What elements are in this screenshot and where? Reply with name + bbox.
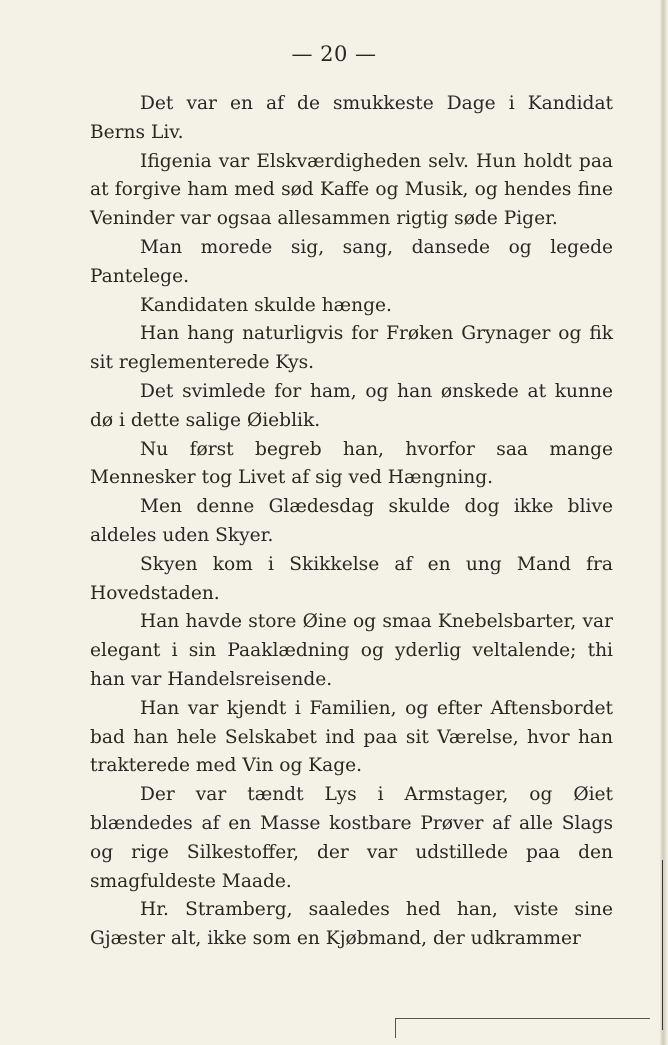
paragraph: Hr. Stramberg, saaledes hed han, viste sine Gjæster alt, ikke som en Kjøbmand, der udkrammer <box>90 899 613 950</box>
paragraph: Kandidaten skulde hænge. <box>140 294 392 316</box>
paragraph: Han var kjendt i Familien, og efter Aftensbordet bad han hele Selskabet ind paa sit Værelse, hvor han trakterede med Vin og Kage. <box>90 697 613 777</box>
paragraph: Men denne Glædesdag skulde dog ikke blive aldeles uden Skyer. <box>90 496 613 546</box>
bottom-rule <box>395 1018 650 1019</box>
bottom-rule-tick <box>395 1018 396 1038</box>
paragraph: Der var tændt Lys i Armstager, og Øiet blændedes af en Masse kostbare Prøver af alle Slags og rige Silkestoffer, der var udstillede paa den smagfuldeste Maade. <box>90 784 613 892</box>
page-edge-line <box>662 860 663 1030</box>
page-number: — 20 — <box>291 42 377 66</box>
paragraph: Nu først begreb han, hvorfor saa mange Mennesker tog Livet af sig ved Hængning. <box>90 438 613 489</box>
paragraph: Han havde store Øine og smaa Knebelsbarter, var elegant i sin Paaklædning og yderlig veltalende; thi han var Handelsreisende. <box>90 611 613 690</box>
body-text <box>90 90 613 954</box>
paragraph: Man morede sig, sang, dansede og legede Pantelege. <box>90 236 613 287</box>
paragraph: Det svimlede for ham, og han ønskede at kunne dø i dette salige Øieblik. <box>90 380 613 431</box>
paragraph: Han hang naturligvis for Frøken Grynager og fik sit reglementerede Kys. <box>90 323 613 374</box>
paragraph: Skyen kom i Skikkelse af en ung Mand fra Hovedstaden. <box>90 553 613 604</box>
paragraph: Ifigenia var Elskværdigheden selv. Hun holdt paa at forgive ham med sød Kaffe og Musik, og hendes fine Veninder var ogsaa allesammen rigtig søde Piger. <box>90 150 613 230</box>
paragraph: Det var en af de smukkeste Dage i Kandidat Berns Liv. <box>90 93 613 143</box>
